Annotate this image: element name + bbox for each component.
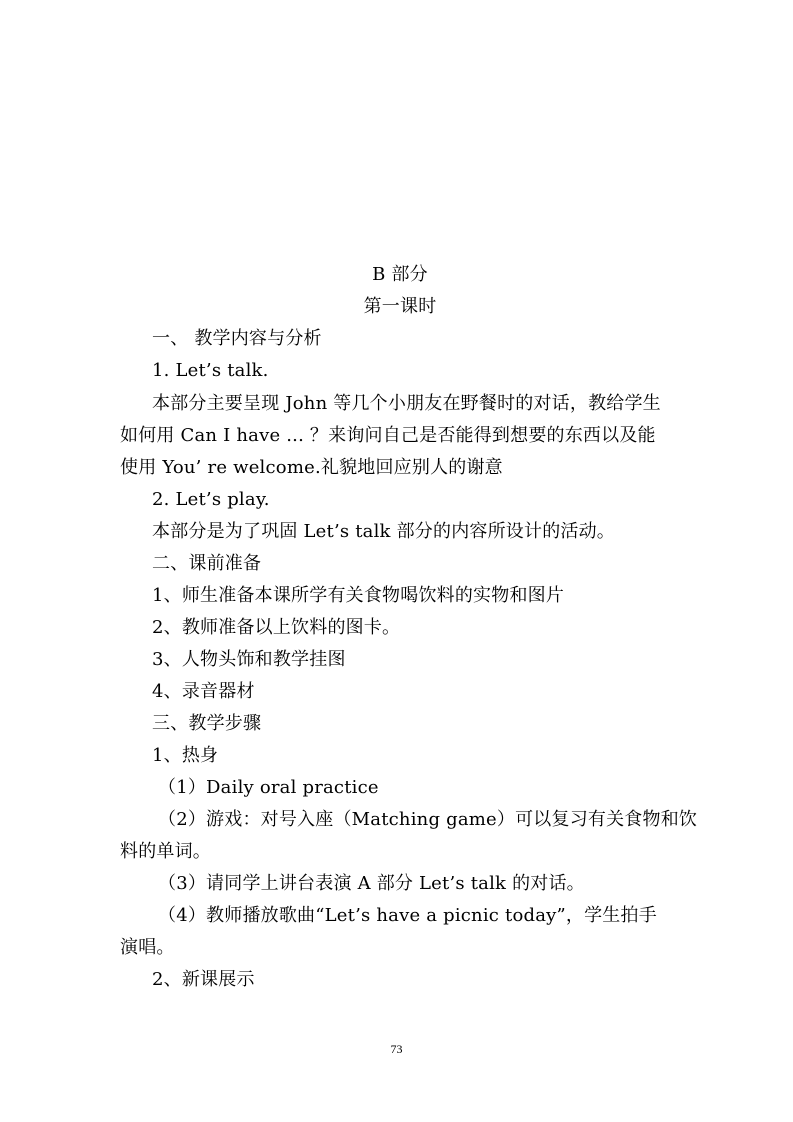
heading-preparation: 二、课前准备 — [152, 553, 262, 574]
step-warmup: 1、热身 — [152, 745, 219, 766]
paragraph-line: 使用 You’ re welcome.礼貌地回应别人的谢意 — [120, 457, 503, 478]
sub-step: （4）教师播放歌曲“Let’s have a picnic today”，学生拍手 — [158, 905, 657, 926]
list-item: 3、人物头饰和教学挂图 — [152, 649, 346, 670]
item-lets-talk: 1. Let’s talk. — [152, 360, 269, 381]
paragraph-line: 演唱。 — [120, 937, 175, 958]
page-number: 73 — [390, 1042, 403, 1056]
item-lets-play: 2. Let’s play. — [152, 489, 270, 510]
paragraph-line: 本部分是为了巩固 Let’s talk 部分的内容所设计的活动。 — [152, 521, 615, 542]
sub-step: （2）游戏：对号入座（Matching game）可以复习有关食物和饮 — [158, 809, 698, 830]
list-item: 1、师生准备本课所学有关食物喝饮料的实物和图片 — [152, 585, 565, 606]
sub-step: （3）请同学上讲台表演 A 部分 Let’s talk 的对话。 — [158, 873, 585, 894]
paragraph-line: 如何用 Can I have ... ？来询问自己是否能得到想要的东西以及能 — [120, 425, 656, 446]
paragraph-line: 料的单词。 — [120, 841, 211, 862]
step-new-lesson: 2、新课展示 — [152, 969, 255, 990]
list-item: 2、教师准备以上饮料的图卡。 — [152, 617, 401, 638]
paragraph-line: 本部分主要呈现 John 等几个小朋友在野餐时的对话，教给学生 — [152, 393, 661, 414]
section-title: B 部分 — [372, 264, 428, 285]
sub-step: （1）Daily oral practice — [158, 777, 379, 798]
heading-content-analysis: 一、 教学内容与分析 — [152, 328, 322, 349]
list-item: 4、录音器材 — [152, 681, 255, 702]
heading-teaching-steps: 三、教学步骤 — [152, 713, 262, 734]
lesson-subtitle: 第一课时 — [363, 296, 437, 317]
